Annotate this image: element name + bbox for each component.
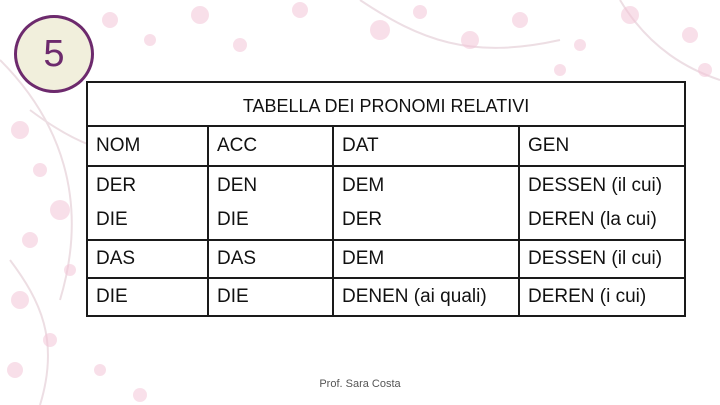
header-gen: GEN	[519, 126, 685, 166]
table-title: TABELLA DEI PRONOMI RELATIVI	[87, 82, 685, 126]
header-nom: NOM	[87, 126, 208, 166]
table-cell	[519, 166, 685, 240]
table-cell: DENEN (ai quali)	[333, 278, 519, 316]
table-cell: DIE	[208, 278, 333, 316]
slide-number: 5	[43, 32, 65, 75]
cell-line: DER	[96, 175, 137, 196]
table-cell: DAS	[87, 240, 208, 278]
footer-author: Prof. Sara Costa	[319, 378, 401, 390]
table-cell	[333, 166, 519, 240]
relative-pronouns-table-container	[86, 81, 684, 317]
table-cell	[87, 166, 208, 240]
relative-pronouns-table	[86, 81, 686, 317]
cell-line: DEM	[342, 175, 385, 196]
cell-line: DEN	[217, 175, 258, 196]
table-cell: DEREN (i cui)	[519, 278, 685, 316]
cell-line: DIE	[217, 209, 249, 230]
table-row	[87, 166, 685, 240]
cell-line: DEREN (la cui)	[528, 209, 657, 230]
table-cell: DIE	[87, 278, 208, 316]
header-dat: DAT	[333, 126, 519, 166]
table-cell: DEM	[333, 240, 519, 278]
cell-line: DIE	[96, 209, 128, 230]
table-row	[87, 240, 685, 278]
slide-number-badge	[14, 15, 94, 93]
header-acc: ACC	[208, 126, 333, 166]
table-row	[87, 278, 685, 316]
cell-line: DER	[342, 209, 383, 230]
cell-line: DESSEN (il cui)	[528, 175, 663, 196]
table-cell	[208, 166, 333, 240]
table-cell: DESSEN (il cui)	[519, 240, 685, 278]
table-cell: DAS	[208, 240, 333, 278]
